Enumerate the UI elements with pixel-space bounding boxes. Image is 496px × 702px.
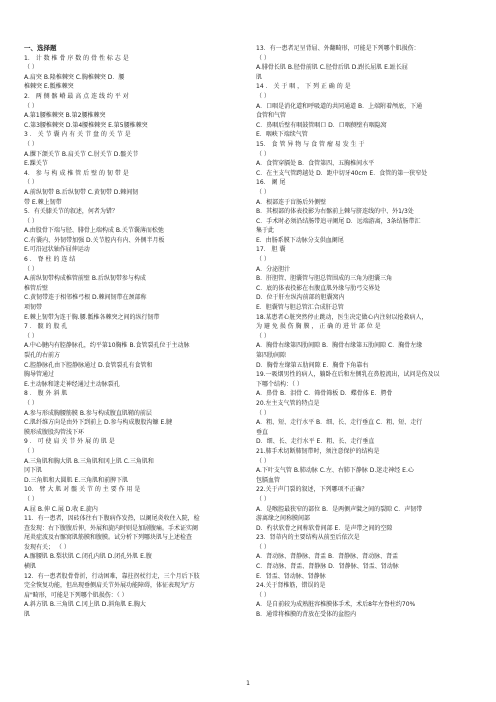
text-line: E．咽峡下端续气管 (256, 131, 308, 139)
text-line: C.腔静脉孔由下腔静脉通过 D.食管裂孔有食管和 (24, 361, 153, 369)
text-line: 19.一吸烟男性的病人，躺卧在后和左侧乳在鼻腔流出，试问是伤及以 (256, 371, 440, 379)
page-number: 1 (246, 680, 250, 687)
text-line: 椎棘突 E.骶椎棘突 (24, 83, 74, 91)
text-line: A.肩突 B.隆椎棘突 C.胸椎棘突 D．腰 (24, 73, 125, 81)
text-line: 冈下肌 (24, 467, 43, 475)
text-line: （ ） (256, 591, 270, 599)
text-line: 裂孔的右前方 (24, 352, 61, 359)
text-line: E．胆囊管与胆总管汇合成肝总管 (256, 304, 344, 312)
text-line: 17． 胆 囊 (256, 246, 286, 254)
text-line: 集于此 (256, 227, 275, 235)
text-line: 10． 臂 大 肌 对 髋 关 节 的 主 要 作 用 是 (24, 486, 141, 494)
text-line: A.前纵韧带 B.后纵韧带 C.黄韧带 D.棘间韧 (24, 188, 139, 196)
text-line: A.参与形成胸腰筋膜 B.参与构成腹直肌鞘的前层 (24, 409, 152, 417)
text-line: 1． 计 数 椎 骨 序 数 的 骨 性 标 志 是 (24, 54, 129, 62)
text-line: A.屈 B.伸 C.展 D.收 E.旋内 (24, 505, 98, 513)
text-line: 胸导管通过 (24, 371, 55, 379)
text-line: D．位于肝左纵沟前部的胆囊窝内 (256, 294, 345, 302)
text-line: E.踝关节 (24, 160, 48, 168)
text-line: 18.某患者心脏突然停止跳动，医生决定做心内注射以抢救病人， (256, 313, 428, 321)
text-line: 椎管后壁 (24, 284, 49, 292)
text-line: 带 E.棘上韧带 (24, 198, 62, 206)
text-line: 9 ． 可 使 肩 关 节 外 展 的 肌 是 (24, 438, 115, 446)
text-line: 2． 两 侧 髂 嵴 最 高 点 连 线 约 平 对 (24, 92, 129, 100)
text-line: （ ） (24, 217, 38, 225)
text-line: C.黄韧带连于相邻椎弓根 D.棘间韧带在颈部称 (24, 294, 147, 302)
text-line: （ ） (24, 140, 38, 148)
text-line: 5．有关膝关节的叙述，何者为错？ (24, 208, 118, 216)
text-line: B．通常将椎膜的背放在受体的盆腔内 (256, 611, 357, 619)
text-line: C.肌纤维方向是由外下到前上 D.参与构成腹股沟镰 E.腱 (24, 419, 173, 427)
text-line: 12．有一患者股骨骨折，行动困难，靠拄拐杖行走，三个月后下肢 (24, 572, 200, 580)
text-line: （ ） (24, 332, 38, 340)
text-line: （ ） (256, 409, 270, 417)
text-line: A.髁下颌关节 B.肩关节 C.肘关节 D.髋关节 (24, 150, 139, 158)
text-line: D．胸骨左缘第五肋间隙 E．胸骨下角靠右 (256, 361, 369, 369)
text-line: 食管和气管 (256, 112, 287, 120)
text-line: 包膈血管 (256, 476, 281, 484)
text-line: A.第1腰椎棘突 B.第2腰椎棘突 (24, 112, 106, 120)
text-line: B．其根部的体表投影为右髂前上棘与脐连线的中、外1/3处 (256, 208, 414, 216)
text-line: 发现有关； （ ） (24, 543, 70, 551)
text-line: （ ） (24, 64, 38, 72)
text-line: （ ） (256, 256, 270, 264)
text-line: E.可沿冠状轴作屈伸运动 (24, 246, 90, 254)
text-line: C．底的体表投影在右腹直肌外缘与肋弓交界处 (256, 284, 381, 292)
left-column (24, 44, 244, 620)
section-title: 一、选择题 (24, 44, 57, 52)
text-line: 尾炎症波及右髂窝肌筋膜和腹膜。试分析下列哪块肌与上述检查 (24, 534, 193, 542)
text-line: 垂直 (256, 428, 269, 436)
text-line: 4． 参 与 构 成 椎 管 后 壁 的 韧 带 是 (24, 169, 129, 177)
text-line: A．口咽是消化道和呼吸道的共同通道 B．上端附着颅底，下通 (256, 102, 423, 110)
text-line: C．在主支气管跨越处 D．距中切牙40cm E．食管的第一狭窄处 (256, 169, 428, 177)
text-line: （ ） (256, 495, 270, 503)
text-line: 肌 (256, 73, 263, 81)
text-line: 下哪个结构：（ ） (256, 380, 303, 388)
text-line: A.三角肌和胸大肌 B.三角肌和冈上肌 C.三角肌和 (24, 457, 154, 465)
text-line: B．肝胆管、胆囊管与胆总管围成的三角为胆囊三角 (256, 275, 393, 283)
text-line: （ ） (256, 543, 270, 551)
text-line: D.三角肌和大圆肌 E.三角肌和前脾下肌 (24, 476, 129, 484)
text-line: A.前纵韧带构成椎管前壁 B.后纵韧带参与构成 (24, 275, 146, 283)
text-line: 膜形成腹股沟管浅下环 (24, 428, 85, 436)
text-line: 3 ． 关 节 囊 内 有 关 节 盘 的 关 节 是 (24, 131, 131, 139)
text-line: 22.关于声门裂的叙述，下列哪项不正确？ (256, 486, 368, 494)
text-line: 完全恢复功能，但出现垂侧肩关节外展功能障碍，体征表现为"方 (24, 582, 195, 590)
text-line: D．细、长、走行水平 E．粗、长、走行垂直 (256, 438, 375, 446)
text-line: 20.左主支气管的特点是 (256, 399, 320, 407)
text-line: A．胸骨右缘第四肋间隙 B．胸骨右缘第五肋间隙 C．胸骨左缘 (256, 342, 423, 350)
text-line: A.髂腰肌 B.梨状肌 C.闭孔内肌 D.闭孔外肌 E.腹 (24, 553, 152, 561)
text-line: 第四肋间隙 (256, 352, 287, 359)
text-line: 7 ． 髋 的 股 孔 (24, 323, 68, 331)
right-column (256, 44, 476, 620)
text-line: （ ） (256, 332, 270, 340)
text-line: A．是喉腔最狭窄的部位 B．是两侧声襞之间的裂隙 C．声韧带 (256, 505, 423, 513)
text-line: E.棘上韧带为连于胸.腰.骶椎各棘突之间的纵行韧带 (24, 313, 160, 321)
text-line: 为 避 免 损 伤 胸 膜 ， 正 确 的 进 针 部 位 是 (256, 323, 381, 331)
text-line: （ ） (256, 150, 270, 158)
text-line: A．根部连于盲肠后外侧壁 (256, 198, 327, 206)
text-line: （ ） (256, 457, 270, 465)
text-line: C．肾动脉、肾盂、肾静脉 D．肾静脉、肾盂、肾动脉 (256, 563, 399, 571)
text-line: A．粗、短、走行水平 B．细、长、走行垂直 C．粗、短、走行 (256, 419, 423, 427)
text-line: A．是自前较为成熟脏容椎膜体手术，术后8年左脊柱约70% (256, 601, 416, 609)
text-line: 23．肾蒂内的主要结构从前至后依次是 (256, 534, 360, 542)
text-line: A.中心腱内有腔静脉孔，约平第10胸椎 B.食管裂孔位于主动脉 (24, 342, 190, 350)
text-line: C.第3腰椎棘突 D.第4腰椎棘突 E.第5腰椎棘突 (24, 121, 148, 129)
text-line: （ ） (256, 92, 270, 100)
text-line: 13．有一患者足呈背屈、外翻畸形，可能是下列哪个肌损伤： (256, 45, 420, 52)
text-line: A．分泌胆汁 (256, 265, 291, 273)
text-line: （ ） (256, 188, 270, 196)
text-line: 14 ． 关 于 咽 ， 下 列 正 确 的 是 (256, 83, 351, 91)
text-line: 8 ． 腹 外 斜 肌 (24, 390, 68, 398)
text-line: D．杓状软骨之间称软骨间部 E．是声带之间的空隙 (256, 524, 393, 532)
text-line: A．肾动脉、肾静脉、肾盂 B．肾静脉、肾动脉、肾盂 (256, 553, 399, 561)
text-line: C.有囊内、外韧带加强 D.关节腔内有内、外侧半月板 (24, 236, 165, 244)
text-line: 15． 食 管 异 物 与 食 管 瘤 易 发 生 于 (256, 140, 365, 148)
text-line: A.下叶支气管 B.肺动脉 C.左、右肺下静脉 D.迷走神经 E.心 (256, 467, 414, 475)
text-line: 游离缘之间称膜间部 (256, 515, 311, 523)
text-line: 肩"畸形，可能是下列哪个肌损伤：（ ） (24, 591, 128, 599)
text-line: A.斜方肌 B.三角肌 C.冈上肌 D.斜角肌 E.胸大 (24, 601, 146, 609)
text-line: 项韧带 (24, 304, 43, 312)
text-line: C．手术时必须沿结肠带追寻阑尾 D．远端游离，3条结肠带汇 (256, 217, 421, 225)
text-line: A．食管穿膈处 B．食管第四、五胸椎间水平 (256, 160, 375, 168)
text-line: （ ） (256, 54, 270, 62)
text-line: E.主动脉和迷走神经通过主动脉裂孔 (24, 380, 120, 388)
text-line: 21.肺手术切断肺韧带时，须注意保护的结构是 (256, 447, 380, 455)
text-line: （ ） (24, 447, 38, 455)
text-line: A.腓骨长肌 B.胫骨前肌 C.胫骨后肌 D.跗长屈肌 E.趾长屈 (256, 64, 408, 72)
text-line: 查发现：右下腹腹后伸，外展和旋内时则是加剧腹痛。手术证实阑 (24, 524, 199, 532)
text-line: C．鼻咽后壁有咽鼓管咽口 D．口咽侧壁有咽隐窝 (256, 121, 387, 129)
text-line: （ ） (24, 495, 38, 503)
text-line: 肌 (24, 611, 31, 619)
text-line: （ ） (24, 265, 38, 273)
text-line: （ ） (24, 102, 38, 110)
text-line: 16． 阑 尾 (256, 179, 286, 187)
text-line: 24.关于肾椎筋，错误的是 (256, 582, 326, 590)
text-line: 横肌 (24, 563, 37, 571)
text-line: E．肾盂、肾动脉、肾静脉 (256, 572, 326, 580)
text-line: 6 ． 脊 柱 的 连 结 (24, 256, 76, 264)
text-line: A.由股骨下端与胫、腓骨上端构成 B.关节囊薄而松弛 (24, 227, 164, 235)
text-line: 11．有一患者，因砖体往右下腹病作发热，以阑尾炎收住入院，检 (24, 515, 200, 523)
text-line: （ ） (24, 179, 38, 187)
text-line: （ ） (24, 399, 38, 407)
text-line: E．由肠系膜下动脉分支供血阑尾 (256, 236, 344, 244)
text-line: A．鼻骨 B．泪骨 C．筛骨筛板 D．蝶骨体 E．腭骨 (256, 390, 393, 398)
